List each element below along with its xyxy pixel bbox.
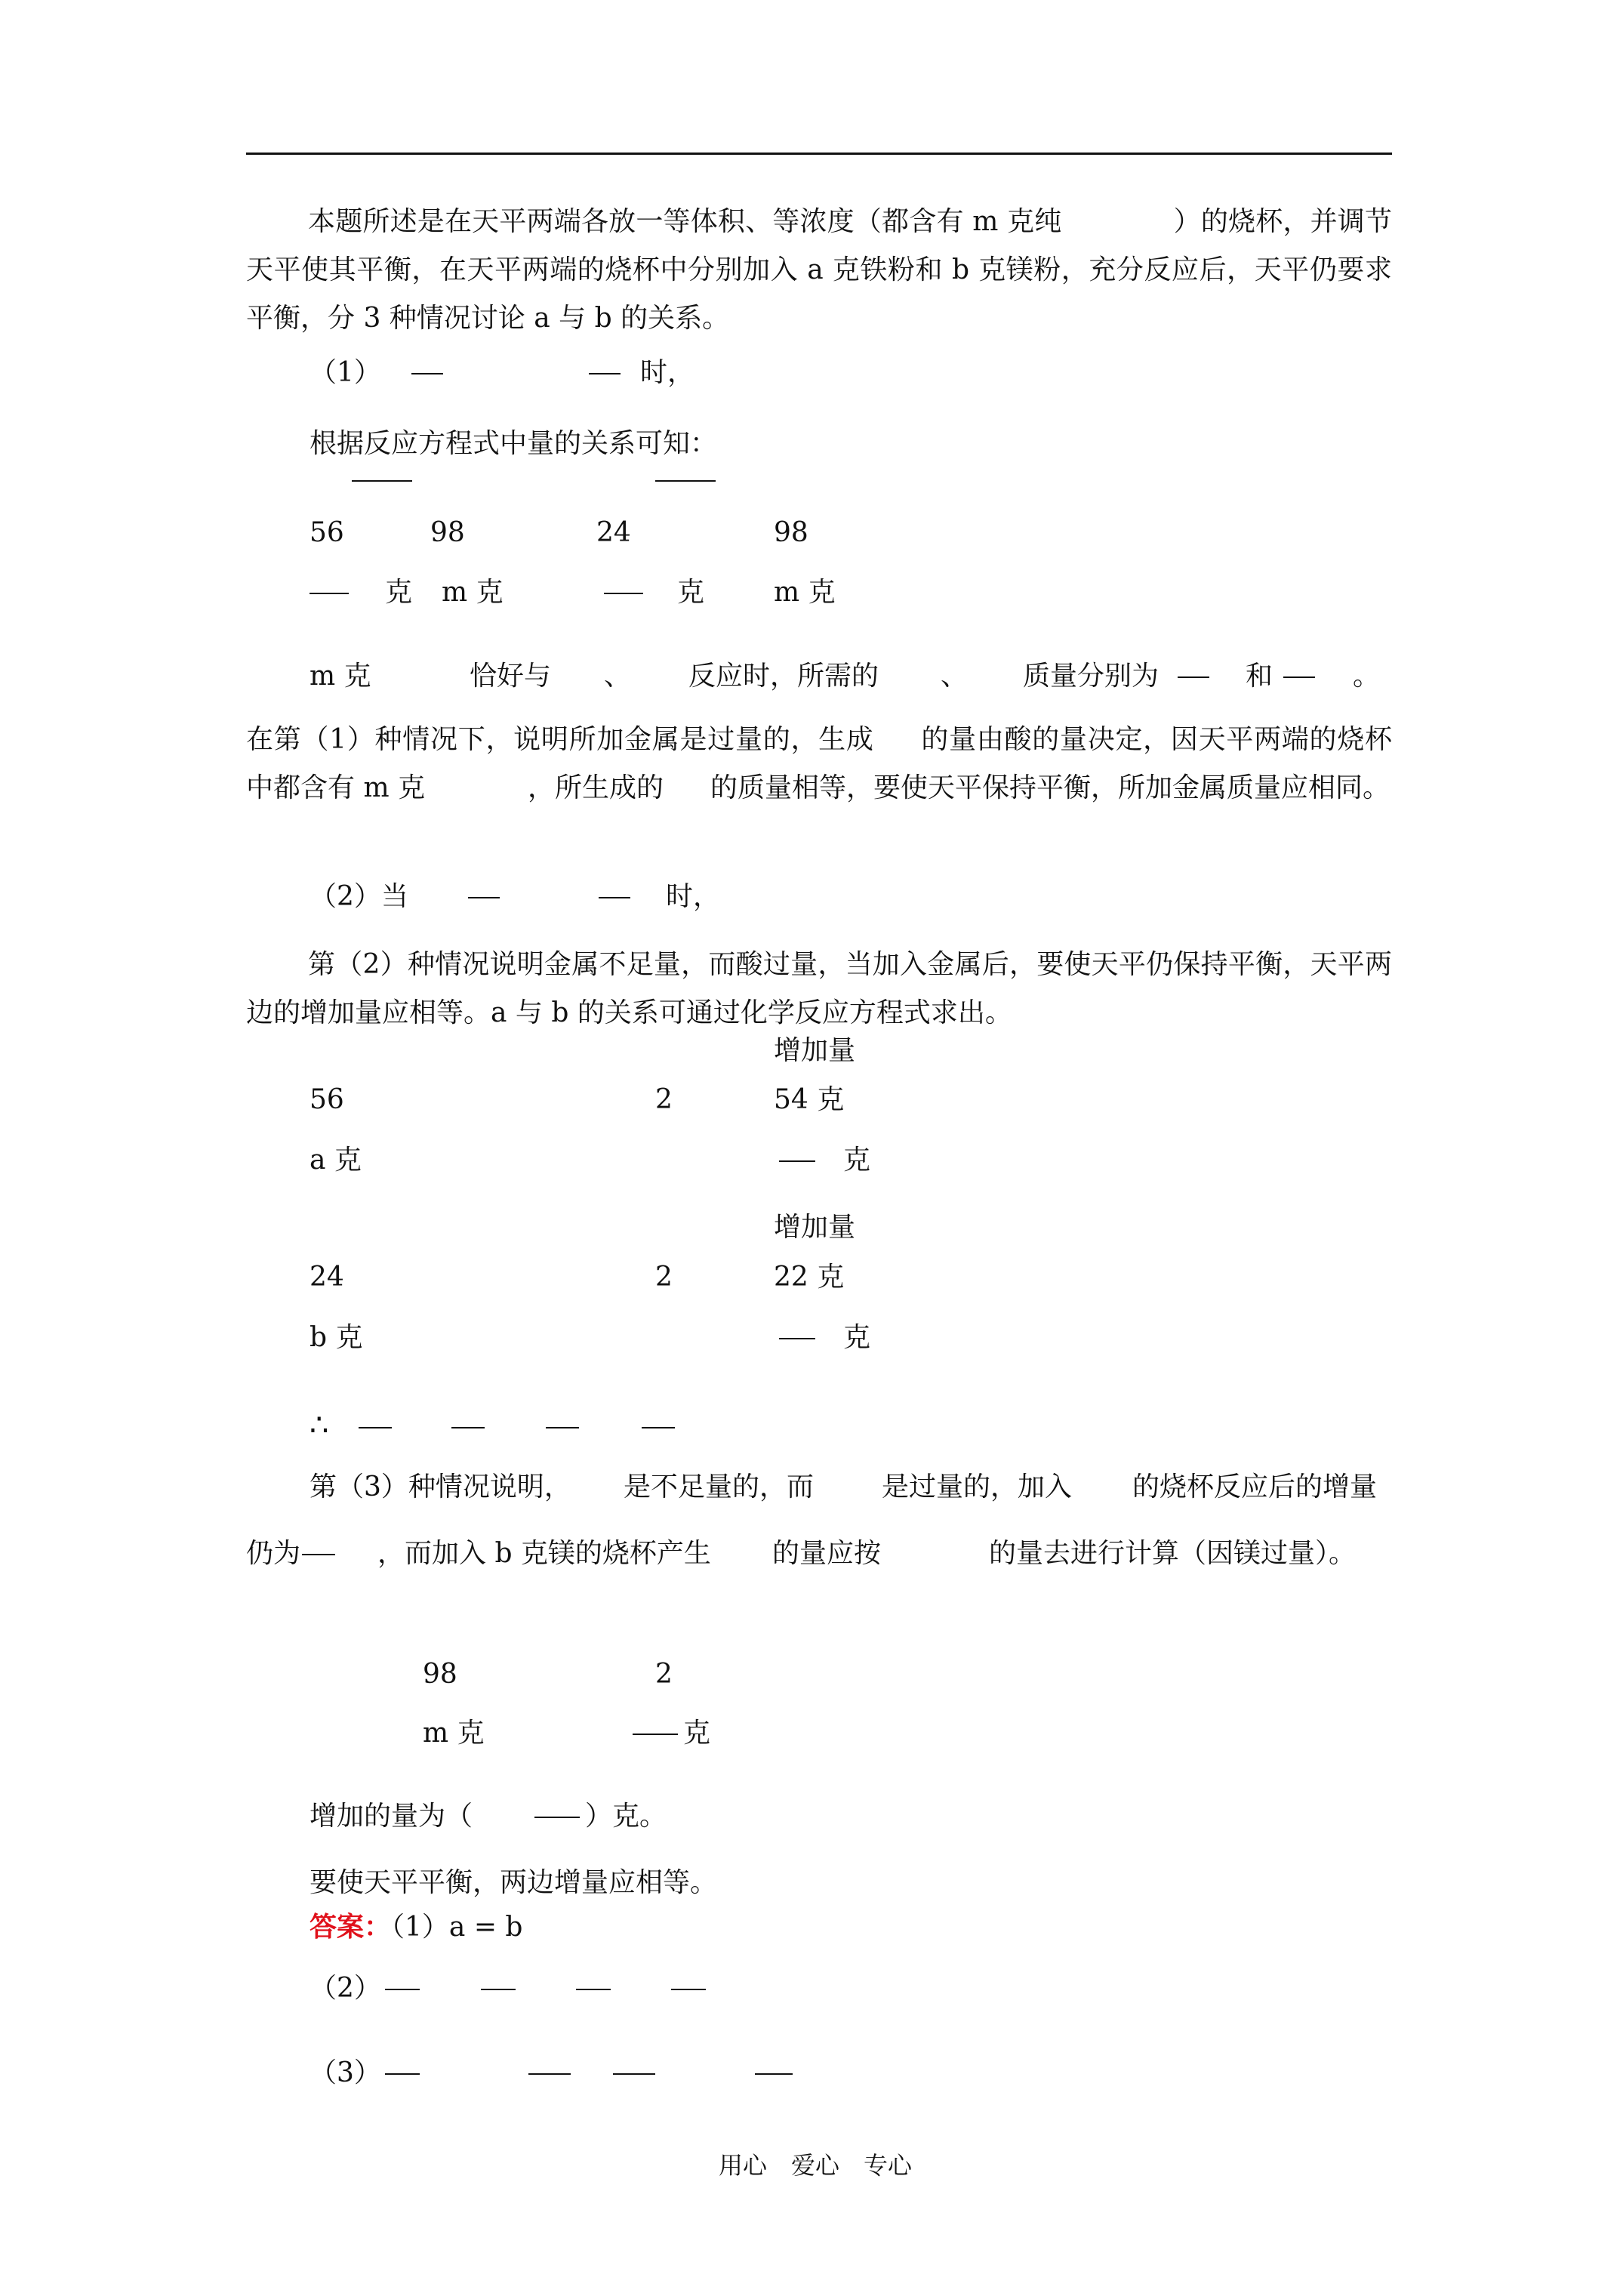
para6-h: 的量去进行计算（因镁过量）。 (989, 1538, 1357, 1569)
eq1-98a: 98 (430, 517, 465, 548)
paragraph-relation: 根据反应方程式中量的关系可知： (310, 428, 718, 459)
eq1-ke2: 克 (677, 577, 705, 608)
para7-a: 增加的量为（ (310, 1801, 473, 1832)
case1-suffix: 时， (640, 357, 695, 388)
mg-22: 22 克 (774, 1262, 845, 1293)
fraction-bar (633, 1734, 678, 1735)
para6-g: 的量应按 (772, 1538, 882, 1569)
paragraph-intro: 本题所述是在天平两端各放一等体积、等浓度（都含有 m 克纯 ）的烧杯，并调节天平使其平衡，在天平两端的烧杯中分别加入 a 克铁粉和 b 克镁粉，充分反应后，天平仍要求平衡，分 3 种情况讨论 a 与 b 的关系。 (246, 206, 1392, 334)
fraction-bar (534, 1817, 580, 1818)
fe-2: 2 (655, 1084, 673, 1115)
eq3-mke: m 克 (423, 1718, 485, 1749)
fraction-bar (671, 1989, 706, 1990)
fraction-bar (546, 1427, 579, 1428)
paragraph-case1-explain: 在第（1）种情况下，说明所加金属是过量的，生成 的量由酸的量决定，因天平两端的烧杯中都含有 m 克 ，所生成的 的质量相等，要使天平保持平衡，所加金属质量应相同。 (246, 724, 1392, 803)
fraction-bar (779, 1160, 815, 1162)
para7-b: ）克。 (585, 1801, 667, 1832)
answer-label: 答案： (310, 1911, 392, 1943)
fraction-bar (411, 373, 443, 374)
fraction-bar (779, 1338, 815, 1339)
fraction-bar (613, 2073, 655, 2075)
fraction-bar (604, 593, 643, 594)
mg-ke: 克 (843, 1322, 871, 1353)
para6-c: 是过量的，加入 (882, 1472, 1073, 1502)
para3-a: 恰好与 (470, 661, 552, 692)
case2-label: （2）当 (310, 881, 408, 912)
eq3-98: 98 (423, 1659, 457, 1690)
equation-arrow (655, 480, 716, 482)
para6-e: 仍为 (246, 1538, 301, 1569)
paragraph-balance: 要使天平平衡，两边增量应相等。 (310, 1867, 718, 1898)
fraction-bar (599, 897, 630, 898)
eq1-56: 56 (310, 517, 344, 548)
case2-suffix: 时， (666, 881, 721, 912)
fraction-bar (481, 1989, 516, 1990)
mg-bke: b 克 (310, 1322, 363, 1353)
para3-e: 质量分别为 (1023, 661, 1160, 692)
para3-d: 、 (941, 661, 969, 692)
fe-ake: a 克 (310, 1145, 362, 1176)
para6-d: 的烧杯反应后的增量 (1132, 1472, 1378, 1502)
answer-line-3: （3） (310, 2057, 381, 2088)
fraction-bar (385, 1989, 420, 1990)
fraction-bar (755, 2073, 793, 2075)
eq3-ke: 克 (683, 1718, 711, 1749)
fraction-bar (310, 593, 349, 594)
case1-label: （1） (310, 357, 381, 388)
mg-head: 增加量 (774, 1212, 856, 1243)
fraction-bar (528, 2073, 571, 2075)
para3-g: 。 (1353, 661, 1381, 692)
para6-a: 第（3）种情况说明， (310, 1472, 571, 1502)
para3-c: 反应时，所需的 (688, 661, 879, 692)
fraction-bar (385, 2073, 420, 2075)
para3-f: 和 (1246, 661, 1273, 692)
fe-54: 54 克 (774, 1084, 845, 1115)
fraction-bar (451, 1427, 485, 1428)
page-footer: 用心 爱心 专心 (719, 2151, 913, 2180)
therefore-symbol: ∴ (310, 1408, 329, 1443)
fe-ke: 克 (843, 1145, 871, 1176)
fraction-bar (589, 373, 621, 374)
para6-f: ，而加入 b 克镁的烧杯产生 (377, 1538, 711, 1569)
header-rule (246, 153, 1392, 155)
fraction-bar (468, 897, 500, 898)
eq1-mke1: m 克 (442, 577, 504, 608)
fe-head: 增加量 (774, 1035, 856, 1066)
equation-arrow (352, 480, 412, 482)
eq1-98b: 98 (774, 517, 808, 548)
mg-24: 24 (310, 1262, 344, 1293)
eq1-ke1: 克 (385, 577, 413, 608)
paragraph-case2-explain: 第（2）种情况说明金属不足量，而酸过量，当加入金属后，要使天平仍保持平衡，天平两边的增加量应相等。a 与 b 的关系可通过化学反应方程式求出。 (246, 949, 1392, 1028)
para3-b: 、 (604, 661, 632, 692)
answer-line-2: （2） (310, 1973, 381, 2004)
eq1-mke2: m 克 (774, 577, 836, 608)
fraction-bar (302, 1554, 335, 1555)
fraction-bar (576, 1989, 611, 1990)
fraction-bar (642, 1427, 675, 1428)
fraction-bar (1178, 676, 1209, 678)
para6-b: 是不足量的，而 (624, 1472, 815, 1502)
fe-56: 56 (310, 1084, 344, 1115)
mg-2: 2 (655, 1262, 673, 1293)
fraction-bar (1283, 676, 1315, 678)
eq3-2: 2 (655, 1659, 673, 1690)
answer-line-1: 答案：（1）a = b (310, 1911, 523, 1943)
para3-mke: m 克 (310, 661, 371, 692)
eq1-24: 24 (596, 517, 631, 548)
fraction-bar (359, 1427, 392, 1428)
